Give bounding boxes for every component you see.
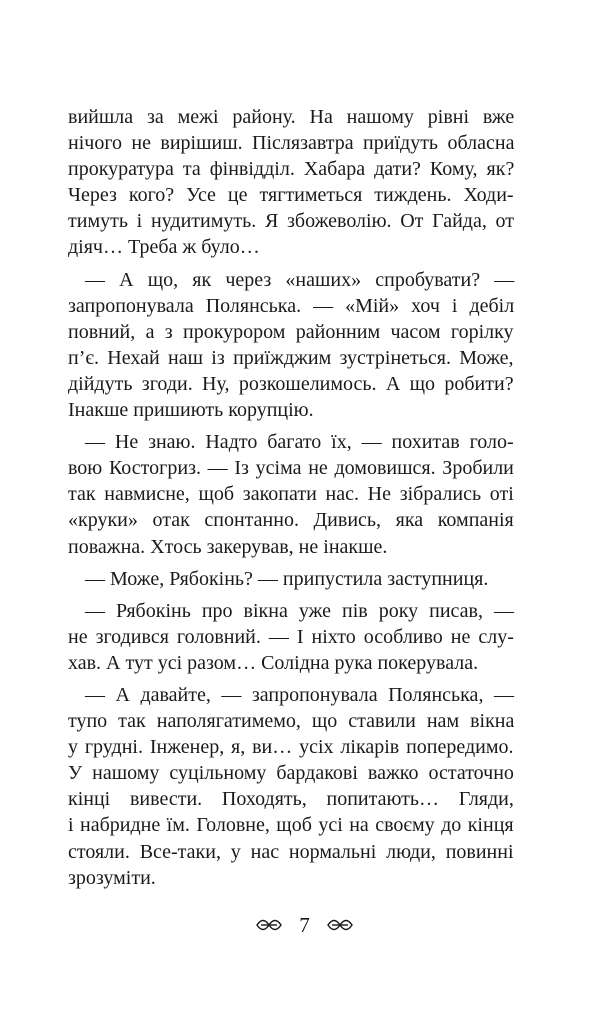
page-number: 7: [299, 913, 310, 938]
text-line: не згодився головний. — І ніхто особливо не слу-: [68, 625, 514, 648]
text-line: поважна. Хтось закерував, не інакше.: [68, 535, 388, 558]
text-line: тупо так наполягатимемо, що ставили нам вікна: [68, 710, 515, 733]
text-line: повний, а з прокурором районним часом горілку: [68, 320, 514, 343]
ornament-left-icon: [256, 912, 282, 938]
text-line: У нашому суцільному бардакові важко остаточно: [68, 762, 514, 785]
text-line: п’є. Нехай наш із приїжджим зустрінеться. Може,: [68, 346, 514, 369]
body-text: [68, 104, 514, 891]
page-footer: [0, 910, 609, 938]
text-line: Інакше пришиють корупцію.: [68, 399, 314, 422]
text-line: і набридне їм. Головне, щоб усі на своєму до кінця: [68, 814, 514, 837]
text-line: прокуратура та фінвідділ. Хабара дати? Кому, як?: [68, 158, 515, 181]
text-line: кінці вивести. Походять, попитають… Гляди,: [68, 788, 514, 811]
text-line: хав. А тут усі разом… Солідна рука покерувала.: [68, 651, 479, 674]
text-line: — А що, як через «наших» спробувати? —: [85, 268, 515, 291]
text-line: вийшла за межі району. На нашому рівні вже: [68, 106, 515, 128]
text-line: тимуть і нудитимуть. Я збожеволію. От Гайда, от: [68, 210, 515, 233]
text-line: запропонувала Полянська. — «Мій» хоч і дебіл: [68, 294, 515, 317]
ornament-right-icon: [327, 912, 353, 938]
text-line: Через кого? Усе це тягтиметься тиждень. Ходи-: [68, 184, 514, 207]
text-line: так навмисне, щоб закопати нас. Не зібрались оті: [68, 483, 514, 506]
text-line: у грудні. Інженер, я, ви… усіх лікарів попередимо.: [68, 736, 514, 759]
text-line: — Рябокінь про вікна уже пів року писав, —: [85, 599, 514, 622]
text-line: — А давайте, — запропонувала Полянська, —: [85, 683, 514, 706]
text-line: вою Костогриз. — Із усіма не домовишся. Зробили: [68, 457, 514, 480]
text-line: діяч… Треба ж було…: [68, 236, 260, 259]
text-line: дійдуть згоди. Ну, розкошелимось. А що робити?: [68, 372, 514, 395]
text-line: «круки» отак спонтанно. Дивись, яка компанія: [68, 509, 514, 532]
text-line: нічого не вирішиш. Післязавтра приїдуть обласна: [68, 132, 515, 155]
text-line: — Не знаю. Надто багато їх, — похитав голо-: [85, 431, 514, 454]
text-line: стояли. Все-таки, у нас нормальні люди, повинні: [68, 840, 514, 863]
text-line: — Може, Рябокінь? — припустила заступниця.: [85, 567, 489, 590]
text-line: зрозуміти.: [68, 866, 156, 889]
